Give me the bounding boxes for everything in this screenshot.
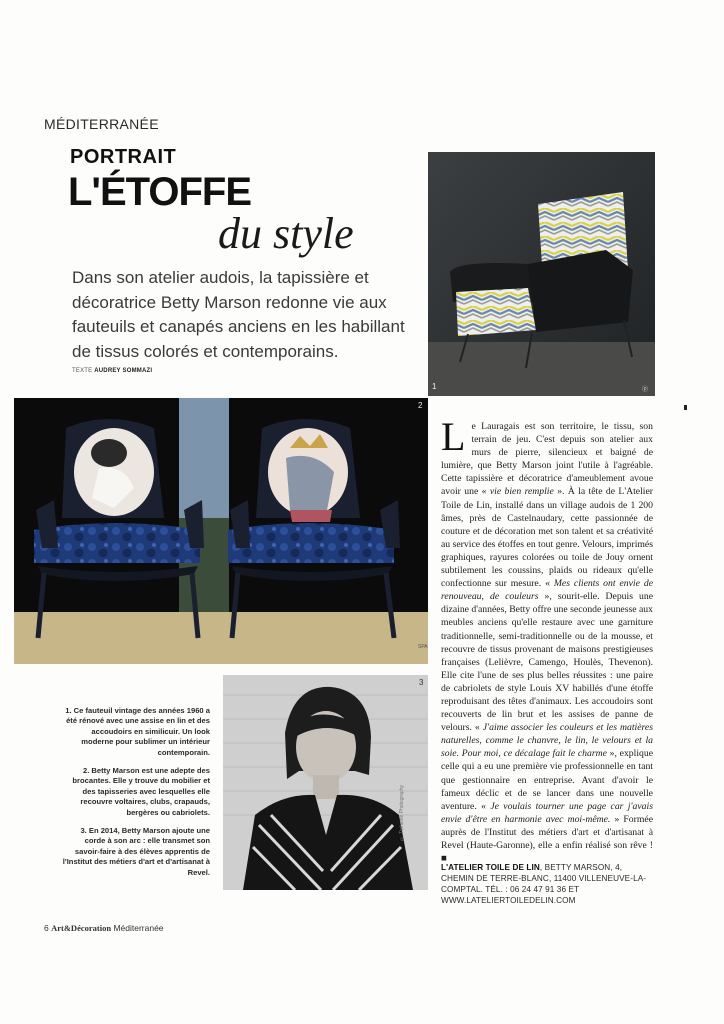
photo-credit-3: © Tiphaine Photography [399,785,405,842]
article-intro: Dans son atelier audois, la tapissière et décoratrice Betty Marson redonne vie aux fauteuils et canapés anciens en les habillant de tissus colorés et contemporains. [72,268,405,361]
page-mark [684,405,687,410]
body-run: ». À la tête de L'Atelier Toile de Lin, installé dans un village audois de 1 200 âmes, près de Castelnaudary, cette passionnée de couture et de décoration met son talent et sa créativité au service des étoffes en tout genre. Velours, imprimés graphiques, rayures colorées ou toile de Jouy ornent subtilement les coussins, plaids ou rideaux qu'elle confectionne sur mesure. « [441,486,653,590]
photo-number-3: 3 [419,678,424,687]
caption-2: 2. Betty Marson est une adepte des brocantes. Elle y trouve du mobilier et des tapisseries avec lesquelles elle recouvre voltaires, clubs, crapauds, bergères ou cabriolets. [72,766,210,817]
drop-cap: L [441,414,466,459]
body-quote: Mes clients ont envie de renouveau, de couleurs [441,578,653,603]
body-quote: J'aime associer les couleurs et les matières naturelles, comme le chanvre, le lin, le velours et la soie. Pour moi, ce décalage fait le charme [441,722,653,760]
caption-3: 3. En 2014, Betty Marson ajoute une corde à son arc : elle transmet son savoir-faire à des élèves apprentis de l'Institut des métiers d'art et d'artisanat à Revel. [62,826,210,877]
article-title-script: du style [218,209,354,258]
page-number: 6 [44,923,49,933]
armchair-illustration [428,152,655,396]
section-label: MÉDITERRANÉE [44,116,159,132]
workshop-details: , BETTY MARSON, 4, CHEMIN DE TERRE-BLANC, 11400 VILLENEUVE-LA-COMPTAL. TÉL. : 06 24 47 91 36 ET WWW.LATELIERTOILEDELIN.COM [441,863,647,905]
page-footer [44,923,164,933]
body-quote: Je voulais tourner une page car j'avais envie d'être en harmonie avec moi-même. [441,800,653,825]
caption-1: 1. Ce fauteuil vintage des années 1960 a été rénové avec une assise en lin et des accoudoirs en similicuir. Un look moderne pour sublimer un intérieur contemporain. [65,706,210,757]
author-credit [72,368,152,374]
article-kicker: PORTRAIT [70,146,177,168]
photo-portrait [223,675,428,890]
body-run: e Lauragais est son territoire, le tissu, son terrain de jeu. C'est depuis son atelier aux murs de pierre, silencieux et baigné de lumière, que Betty Marson joint l'utile à l'agréable. Cette tapissière et décoratrice d'ameublement avoue avoir une « [441,421,653,498]
magazine-edition: Méditerranée [113,923,164,933]
magazine-brand: Art&Décoration [51,923,112,933]
photo-number-1: 1 [432,382,437,391]
portrait-illustration [223,675,428,890]
body-run: » Formée auprès de l'Institut des métiers d'art et d'artisanat à Revel (Haute-Garonne), elle a enfin réalisé son rêve ! ■ [441,813,654,865]
article-title: L'ÉTOFFE [68,170,251,214]
photo-chairs [14,398,428,664]
credit-label: TEXTE [72,368,93,374]
photo-credit-2: SPA [418,644,428,650]
workshop-address [441,862,657,906]
photo-armchair [428,152,655,396]
chairs-illustration [14,398,428,664]
article-body [441,414,654,865]
body-run: », explique celle qui a eu une première vie professionnelle en tant que gestionnaire en entreprise. Avant d'avoir le fameux déclic et de se lancer dans une nouvelle aventure. « [441,748,653,812]
photo-number-2: 2 [418,401,423,410]
body-run: », sourit-elle. Depuis une dizaine d'années, Betty offre une seconde jeunesse aux meubles anciens qu'elle restaure avec une garniture traditionnelle, semi-traditionnelle ou de la mousse, et recouvre de tissus provenant de maisons prestigieuses françaises (Lelièvre, Camengo, Houlès, Thevenon). Elle cite l'une de ses plus belles réussites : une paire de cabriolets de style Louis XV habillés d'une étoffe reproduisant des têtes d'animaux. Les accoudoirs sont recouverts de lin brut et les assises de panne de velours. « [441,591,653,734]
photo-credit-1: ⓟ [642,387,649,393]
body-quote: vie bien remplie [486,486,558,498]
article-paragraph [441,414,654,865]
workshop-name: L'ATELIER TOILE DE LIN [441,863,540,872]
photo-captions [60,706,210,886]
credit-author: AUDREY SOMMAZI [94,368,153,374]
